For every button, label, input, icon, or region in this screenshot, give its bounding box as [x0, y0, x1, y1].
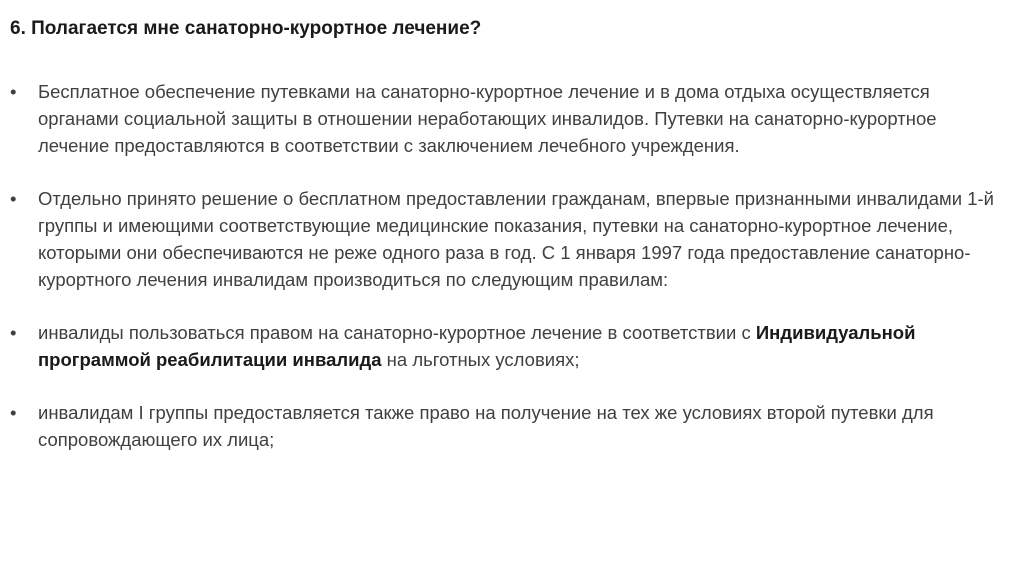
- bullet-text: Бесплатное обеспечение путевками на санаторно-курортное лечение и в дома отдыха осуществляется органами социальной защиты в отношении неработающих инвалидов. Путевки на санаторно-курортное лечение предоставляются в соответствии с заключением лечебного учреждения.: [38, 81, 937, 156]
- bullet-text: инвалидам I группы предоставляется также право на получение на тех же условиях второй путевки для сопровождающего их лица;: [38, 402, 934, 450]
- bullet-item: [10, 399, 1000, 453]
- bullet-marker-icon: •: [10, 322, 17, 343]
- bullet-text-before: инвалиды пользоваться правом на санаторно-курортное лечение в соответствии с: [38, 322, 756, 343]
- bullet-item: [10, 319, 1000, 373]
- bullet-item: [10, 185, 1000, 293]
- bullet-text-bold: Индивидуальной программой реабилитации инвалида: [38, 322, 916, 370]
- slide-title: 6. Полагается мне санаторно-курортное лечение?: [10, 18, 482, 39]
- bullet-text-after: на льготных условиях;: [381, 349, 580, 370]
- bullet-item: [10, 78, 1000, 159]
- bullet-marker-icon: •: [10, 81, 17, 102]
- bullet-marker-icon: •: [10, 188, 17, 209]
- bullet-list: [10, 78, 1000, 453]
- bullet-text: Отдельно принято решение о бесплатном предоставлении гражданам, впервые признанными инвалидами 1-й группы и имеющими соответствующие медицинские показания, путевки на санаторно-курортное лечение, которыми они обеспечиваются не реже одного раза в год. С 1 января 1997 года предоставление санаторно-курортного лечения инвалидам производиться по следующим правилам:: [38, 188, 994, 290]
- bullet-marker-icon: •: [10, 402, 17, 423]
